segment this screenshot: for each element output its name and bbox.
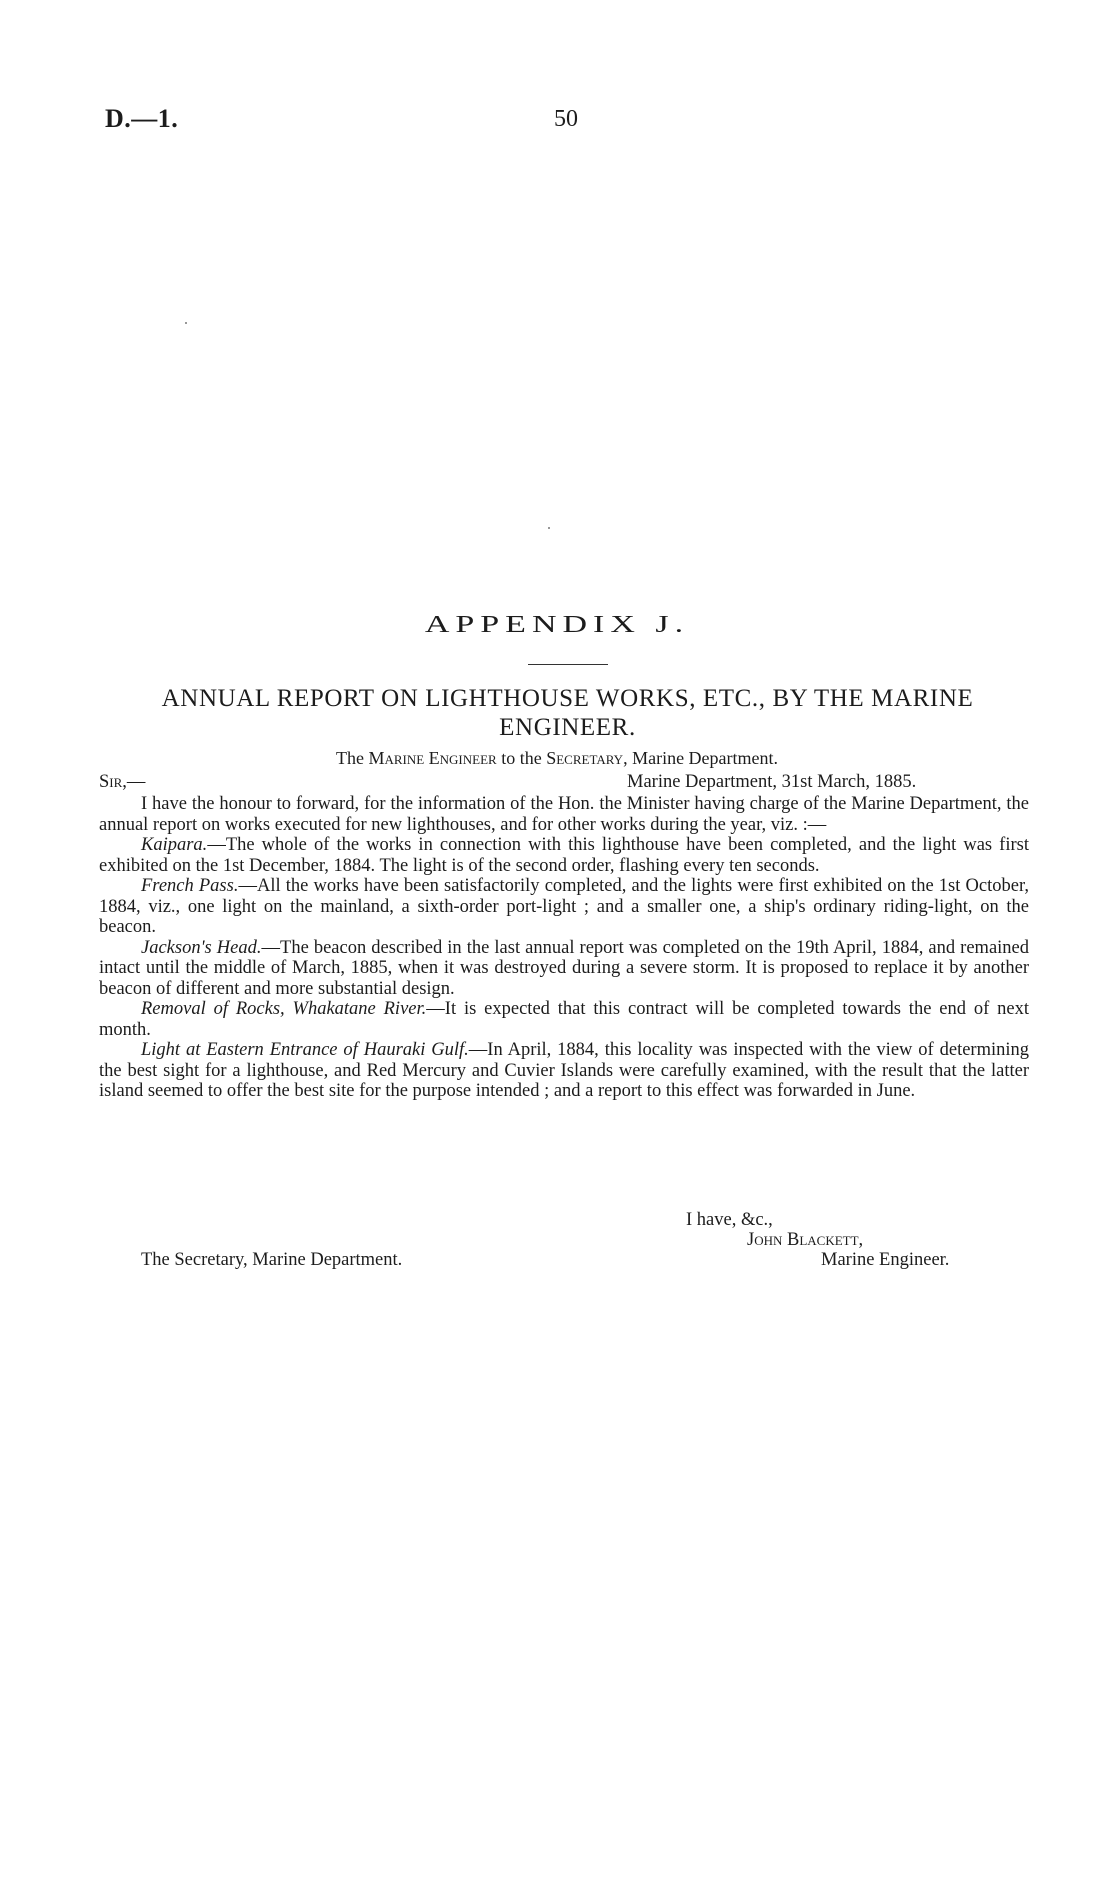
addressee: The Secretary, Marine Department.	[141, 1250, 403, 1270]
paragraph-hauraki-gulf: Light at Eastern Entrance of Hauraki Gulf.—In April, 1884, this locality was inspected with the view of determining the best sight for a lighthouse, and Red Mercury and Cuvier Islands were carefully examined, with the result that the latter island seemed to offer the best site for the purpose intended ; and a report to this effect was forwarded in June.	[99, 1040, 1029, 1101]
dateline: Marine Department, 31st March, 1885.	[627, 772, 917, 792]
letter-body	[99, 794, 1029, 1102]
scan-speck	[548, 527, 550, 529]
paragraph-removal-of-rocks: Removal of Rocks, Whakatane River.—It is expected that this contract will be completed towards the end of next month.	[99, 999, 1030, 1040]
document-reference: D.—1.	[105, 104, 179, 133]
paragraph-french-pass: French Pass.—All the works have been satisfactorily completed, and the lights were first exhibited on the 1st October, 1884, viz., one light on the mainland, a sixth-order port-light ; and a smaller one, a ship's ordinary riding-light, on the beacon.	[99, 876, 1030, 937]
scan-speck	[185, 322, 187, 324]
report-title: ANNUAL REPORT ON LIGHTHOUSE WORKS, ETC., BY THE MARINE ENGINEER.	[161, 685, 974, 741]
appendix-title: APPENDIX J.	[424, 611, 690, 638]
signatory-name: John Blackett,	[747, 1230, 864, 1250]
salutation: Sir,—	[99, 772, 146, 792]
closing-phrase: I have, &c.,	[686, 1210, 773, 1230]
intro-paragraph: I have the honour to forward, for the information of the Hon. the Minister having charge of the Marine Department, the annual report on works executed for new lighthouses, and for other works during the year, viz. :—	[99, 794, 1029, 835]
report-subtitle: The Marine Engineer to the Secretary, Marine Department.	[335, 748, 779, 768]
signatory-title: Marine Engineer.	[821, 1250, 950, 1270]
paragraph-jacksons-head: Jackson's Head.—The beacon described in the last annual report was completed on the 19th April, 1884, and remained intact until the middle of March, 1885, when it was destroyed during a severe storm. It is proposed to replace it by another beacon of different and more substantial design.	[99, 937, 1030, 999]
paragraph-kaipara: Kaipara.—The whole of the works in connection with this lighthouse have been completed, and the light was first exhibited on the 1st December, 1884. The light is of the second order, flashing every ten seconds.	[99, 835, 1029, 876]
page-number: 50	[554, 106, 578, 132]
title-divider	[528, 664, 608, 665]
